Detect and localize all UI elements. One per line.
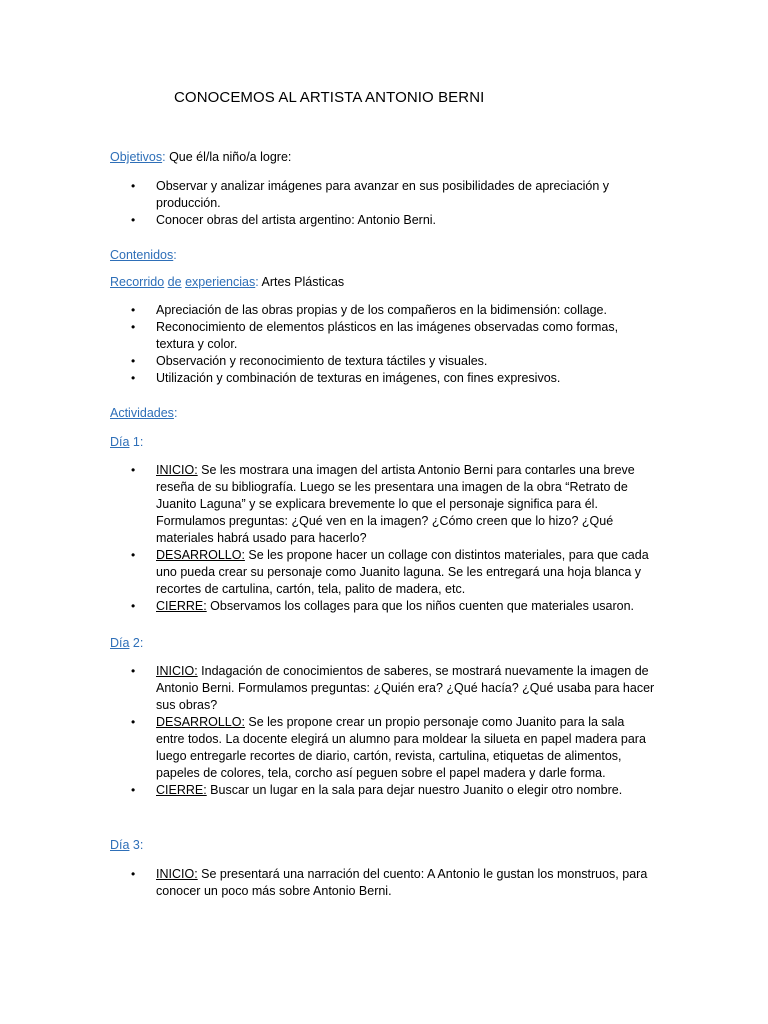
list-item-text: Se les propone crear un propio personaje como Juanito para la sala entre todos. La docente elegirá un alumno para moldear la silueta en papel madera para luego entregarle recortes de diario, cartón, revista, cartulina, etiquetas de alimentos, papeles de colores, tela, corcho así peguen sobre el papel madera y darle forma.	[156, 715, 646, 780]
list-item-text: Indagación de conocimientos de saberes, se mostrará nuevamente la imagen de Antonio Berni. Formulamos preguntas: ¿Quién era? ¿Qué hacía? ¿Qué usaba para hacer sus obras?	[156, 664, 655, 712]
dia-label: Día	[110, 435, 130, 449]
bullet-icon: •	[131, 213, 136, 227]
list-item-text: Utilización y combinación de texturas en imágenes, con fines expresivos.	[156, 371, 561, 385]
list-item	[0, 782, 656, 799]
list-item	[0, 598, 656, 615]
de-word: de	[167, 275, 182, 289]
list-item-text: Se les propone hacer un collage con distintos materiales, para que cada uno pueda crear su personaje como Juanito laguna. Se les entregará una hoja blanca y recortes de cartulina, cartón, tela, palito de madera, etc.	[156, 548, 649, 596]
dia-2-list	[0, 663, 768, 799]
desarrollo-label: DESARROLLO:	[156, 715, 245, 729]
bullet-icon: •	[131, 783, 136, 797]
list-item-text: Conocer obras del artista argentino: Antonio Berni.	[156, 213, 437, 227]
bullet-icon: •	[131, 867, 136, 881]
desarrollo-label: DESARROLLO:	[156, 548, 245, 562]
inicio-label: INICIO:	[156, 664, 198, 678]
dia-3-list	[0, 866, 768, 900]
inicio-label: INICIO:	[156, 463, 198, 477]
list-item-text: Buscar un lugar en la sala para dejar nuestro Juanito o elegir otro nombre.	[206, 783, 623, 797]
list-item	[0, 212, 656, 229]
document-title: CONOCEMOS AL ARTISTA ANTONIO BERNI	[174, 89, 485, 106]
recorrido-colon: :	[255, 275, 259, 289]
bullet-icon: •	[131, 664, 136, 678]
contenidos-heading	[110, 248, 177, 262]
bullet-icon: •	[131, 371, 136, 385]
recorrido-list	[0, 302, 768, 387]
bullet-icon: •	[131, 463, 136, 477]
list-item	[0, 663, 656, 714]
list-item	[0, 370, 656, 387]
bullet-icon: •	[131, 179, 136, 193]
cierre-label: CIERRE:	[156, 783, 207, 797]
dia-1-list	[0, 462, 768, 615]
list-item	[0, 866, 656, 900]
list-item-text: Observamos los collages para que los niños cuenten que materiales usaron.	[206, 599, 635, 613]
dia-3-heading	[110, 838, 143, 852]
list-item	[0, 353, 656, 370]
bullet-icon: •	[131, 303, 136, 317]
list-item	[0, 714, 656, 782]
inicio-label: INICIO:	[156, 867, 198, 881]
objetivos-heading	[110, 150, 291, 164]
dia-2-heading	[110, 636, 143, 650]
bullet-icon: •	[131, 320, 136, 334]
bullet-icon: •	[131, 548, 136, 562]
objetivos-label: Objetivos	[110, 150, 163, 164]
contenidos-label: Contenidos	[110, 248, 174, 262]
list-item-text: Se les mostrara una imagen del artista Antonio Berni para contarles una breve reseña de su bibliografía. Luego se les presentara una imagen de la obra “Retrato de Juanito Laguna” y se explicara brevemente lo que el personaje significa para él. Formulamos preguntas: ¿Qué ven en la imagen? ¿Cómo creen que lo hizo? ¿Qué materiales habrá usado para hacerlo?	[156, 463, 635, 545]
actividades-heading	[110, 406, 177, 420]
recorrido-heading	[110, 275, 344, 289]
objetivos-text: Que él/la niño/a logre:	[165, 150, 292, 164]
objetivos-list	[0, 178, 768, 229]
dia-number: 1:	[129, 435, 144, 449]
dia-1-heading	[110, 435, 143, 449]
dia-label: Día	[110, 636, 130, 650]
bullet-icon: •	[131, 715, 136, 729]
dia-number: 3:	[129, 838, 144, 852]
recorrido-word: Recorrido	[110, 275, 165, 289]
dia-label: Día	[110, 838, 130, 852]
list-item	[0, 178, 656, 212]
list-item	[0, 319, 656, 353]
list-item-text: Apreciación de las obras propias y de los compañeros en la bidimensión: collage.	[156, 303, 607, 317]
actividades-colon: :	[173, 406, 178, 420]
list-item-text: Se presentará una narración del cuento: A Antonio le gustan los monstruos, para conocer un poco más sobre Antonio Berni.	[156, 867, 648, 898]
list-item-text: Observar y analizar imágenes para avanzar en sus posibilidades de apreciación y producción.	[156, 179, 610, 210]
list-item	[0, 302, 656, 319]
dia-number: 2:	[129, 636, 144, 650]
list-item-text: Reconocimiento de elementos plásticos en las imágenes observadas como formas, textura y color.	[156, 320, 619, 351]
list-item-text: Observación y reconocimiento de textura táctiles y visuales.	[156, 354, 488, 368]
contenidos-colon: :	[173, 248, 177, 262]
objetivos-colon: :	[162, 150, 166, 164]
actividades-label: Actividades	[110, 406, 174, 420]
list-item	[0, 462, 656, 547]
bullet-icon: •	[131, 354, 136, 368]
cierre-label: CIERRE:	[156, 599, 207, 613]
list-item	[0, 547, 656, 598]
bullet-icon: •	[131, 599, 136, 613]
recorrido-text: Artes Plásticas	[258, 275, 345, 289]
experiencias-word: experiencias	[185, 275, 256, 289]
